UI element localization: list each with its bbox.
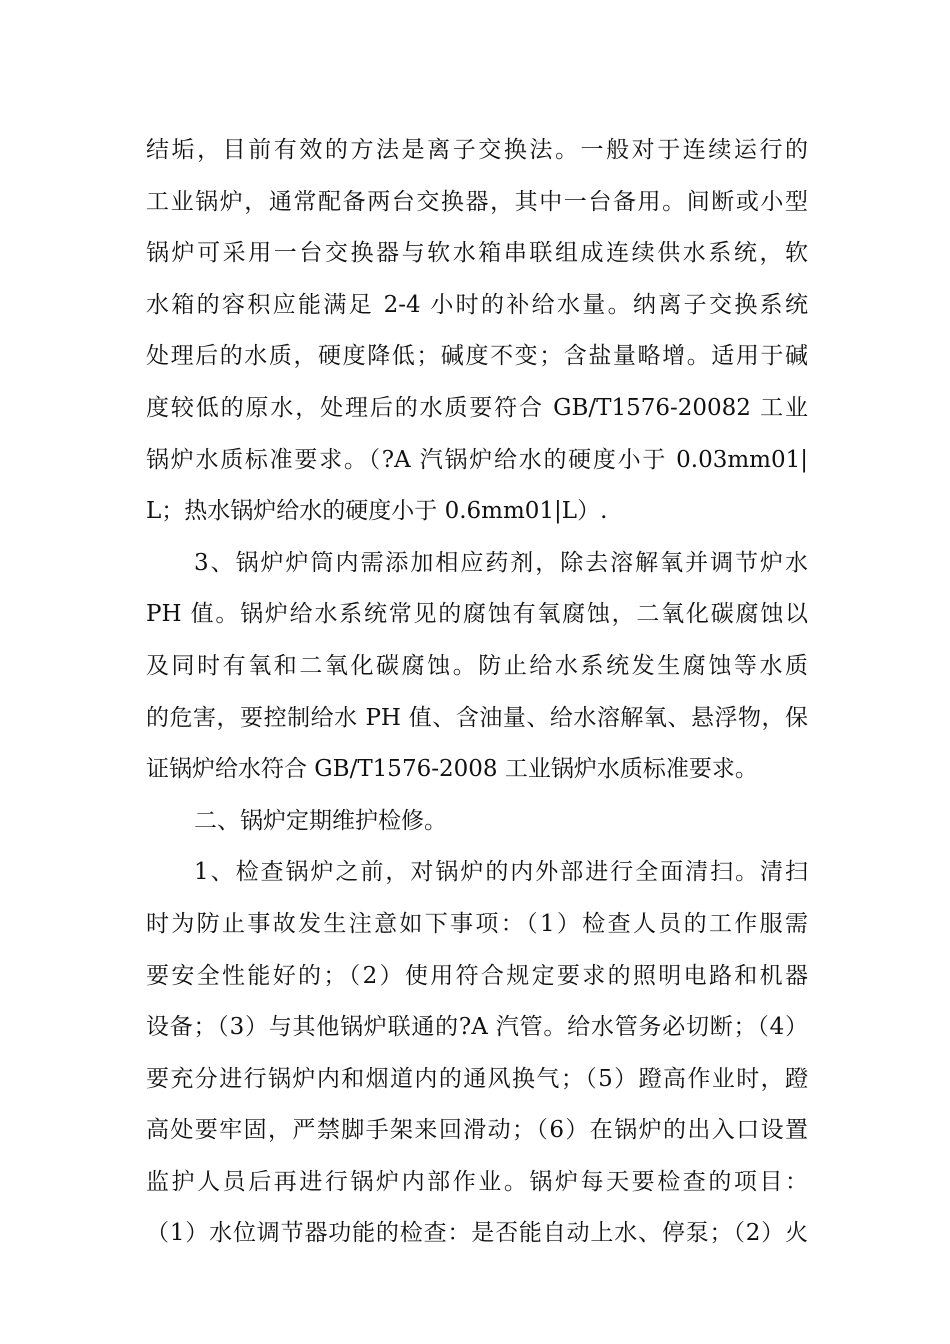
text-line: 锅炉可采用一台交换器与软水箱串联组成连续供水系统，软 [146,240,808,267]
text-line: 二、锅炉定期维护检修。 [194,807,447,834]
text-line: 1、检查锅炉之前，对锅炉的内外部进行全面清扫。清扫 [194,859,808,886]
text-line: 时为防止事故发生注意如下事项：（1）检查人员的工作服需 [146,910,808,937]
text-line: L；热水锅炉给水的硬度小于 0.6mm01|L）. [146,498,608,525]
text-line: 3、锅炉炉筒内需添加相应药剂，除去溶解氧并调节炉水 [194,549,808,576]
text-line: 高处要牢固，严禁脚手架来回滑动；（6）在锅炉的出入口设置 [146,1117,808,1144]
text-line: （1）水位调节器功能的检查：是否能自动上水、停泵；（2）火 [146,1220,808,1247]
text-line: 要充分进行锅炉内和烟道内的通风换气；（5）蹬高作业时，蹬 [146,1065,808,1092]
text-line: 证锅炉给水符合 GB/T1576-2008 工业锅炉水质标准要求。 [146,756,758,783]
text-line: 结垢，目前有效的方法是离子交换法。一般对于连续运行的 [146,137,808,163]
text-line: 及同时有氧和二氧化碳腐蚀。防止给水系统发生腐蚀等水质 [146,652,808,679]
text-line: 水箱的容积应能满足 2-4 小时的补给水量。纳离子交换系统 [146,291,808,318]
text-line: 度较低的原水，处理后的水质要符合 GB/T1576-20082 工业 [146,394,808,421]
text-line: PH 值。锅炉给水系统常见的腐蚀有氧腐蚀，二氧化碳腐蚀以 [146,601,808,628]
text-line: 监护人员后再进行锅炉内部作业。锅炉每天要检查的项目： [146,1168,808,1195]
text-line: 处理后的水质，硬度降低；碱度不变；含盐量略增。适用于碱 [146,343,808,370]
body-text [146,130,808,1265]
text-line: 的危害，要控制给水 PH 值、含油量、给水溶解氧、悬浮物，保 [146,704,808,731]
text-line: 工业锅炉，通常配备两台交换器，其中一台备用。间断或小型 [146,188,808,215]
text-line: 锅炉水质标准要求。（?A 汽锅炉给水的硬度小于 0.03mm01| [146,446,808,473]
text-line: 设备；（3）与其他锅炉联通的?A 汽管。给水管务必切断；（4） [146,1014,808,1041]
text-line: 要安全性能好的；（2）使用符合规定要求的照明电路和机器 [146,962,808,989]
